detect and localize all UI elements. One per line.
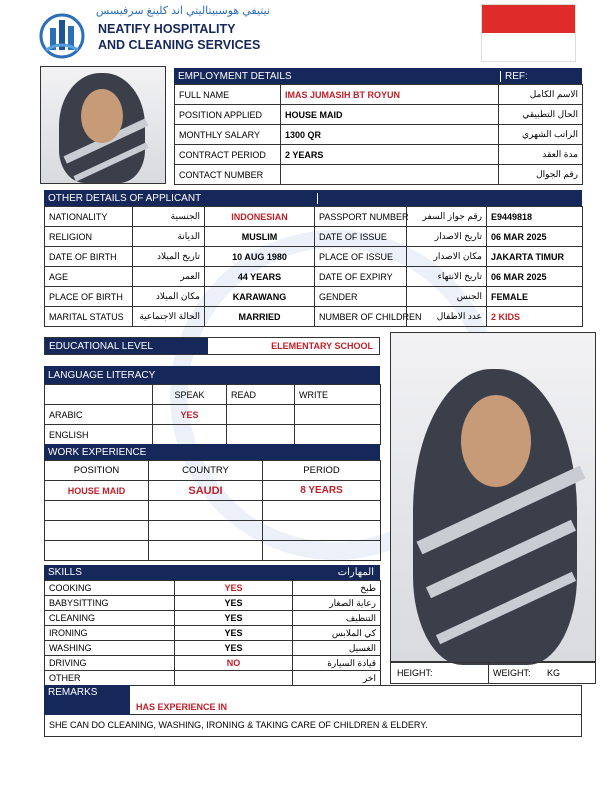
other-details-table: [44, 206, 583, 327]
language-blank-header: [45, 385, 153, 405]
employment-label-arabic: مدة العقد: [499, 145, 583, 165]
detail-label-arabic: تاريخ الانتهاء: [407, 267, 487, 287]
company-logo: [40, 10, 84, 60]
detail-label-arabic: الحالة الاجتماعية: [133, 307, 205, 327]
detail-label-arabic: مكان الميلاد: [133, 287, 205, 307]
detail-value: MARRIED: [205, 307, 315, 327]
work-table: [44, 460, 381, 561]
work-row-empty: [45, 501, 381, 521]
skill-value: YES: [175, 581, 293, 596]
work-country: SAUDI: [149, 481, 263, 501]
remarks-text-row: [44, 715, 582, 737]
skills-header-arabic: المهارات: [337, 567, 374, 578]
work-row-empty: [45, 521, 381, 541]
language-name: ENGLISH: [45, 425, 153, 445]
detail-label-arabic: مكان الاصدار: [407, 247, 487, 267]
other-details-row: [45, 247, 583, 267]
applicant-photo-large: [390, 332, 596, 662]
employment-value: HOUSE MAID: [281, 105, 499, 125]
other-details-row: [45, 287, 583, 307]
skill-value: YES: [175, 596, 293, 611]
detail-value: 2 KIDS: [487, 307, 583, 327]
work-empty-cell: [149, 521, 263, 541]
education-row: [44, 337, 380, 355]
work-period: 8 YEARS: [263, 481, 381, 501]
language-name: ARABIC: [45, 405, 153, 425]
detail-label: NUMBER OF CHILDREN: [315, 307, 407, 327]
detail-value: E9449818: [487, 207, 583, 227]
indonesia-flag: [481, 4, 576, 62]
skill-row: [45, 656, 381, 671]
skill-name-arabic: قيادة السيارة: [293, 656, 381, 671]
detail-label: PASSPORT NUMBER: [315, 207, 407, 227]
detail-label: RELIGION: [45, 227, 133, 247]
employment-row: [175, 85, 583, 105]
skill-name-arabic: كي الملابس: [293, 626, 381, 641]
language-read: [227, 425, 295, 445]
employment-header-label: EMPLOYMENT DETAILS: [178, 70, 292, 82]
detail-label: NATIONALITY: [45, 207, 133, 227]
detail-label-arabic: الجنسية: [133, 207, 205, 227]
detail-label: PLACE OF ISSUE: [315, 247, 407, 267]
employment-label: POSITION APPLIED: [175, 105, 281, 125]
remarks-highlight: HAS EXPERIENCE IN: [136, 702, 228, 712]
weight-unit: KG: [547, 668, 561, 678]
skills-header-label: SKILLS: [48, 567, 82, 578]
language-column-header: READ: [227, 385, 295, 405]
employment-row: [175, 145, 583, 165]
work-empty-cell: [263, 521, 381, 541]
employment-value: IMAS JUMASIH BT ROYUN: [281, 85, 499, 105]
skill-name-arabic: التنظيف: [293, 611, 381, 626]
other-details-row: [45, 207, 583, 227]
employment-label: MONTHLY SALARY: [175, 125, 281, 145]
work-empty-cell: [45, 521, 149, 541]
language-write: [295, 405, 381, 425]
detail-label-arabic: رقم جواز السفر: [407, 207, 487, 227]
employment-row: [175, 125, 583, 145]
detail-label: GENDER: [315, 287, 407, 307]
company-name-line2: AND CLEANING SERVICES: [98, 38, 261, 52]
skill-name: COOKING: [45, 581, 175, 596]
skill-name: OTHER: [45, 671, 175, 686]
detail-label: PLACE OF BIRTH: [45, 287, 133, 307]
skill-value: YES: [175, 626, 293, 641]
work-header-label: WORK EXPERIENCE: [48, 446, 147, 458]
skill-row: [45, 626, 381, 641]
education-label: EDUCATIONAL LEVEL: [45, 338, 208, 354]
language-row: [45, 425, 381, 445]
skill-row: [45, 641, 381, 656]
employment-value: [281, 165, 499, 185]
other-details-row: [45, 227, 583, 247]
skill-name-arabic: اخر: [293, 671, 381, 686]
skill-value: YES: [175, 611, 293, 626]
employment-value: 2 YEARS: [281, 145, 499, 165]
other-details-header-label: OTHER DETAILS OF APPLICANT: [48, 193, 318, 204]
language-row: [45, 405, 381, 425]
skills-header: [44, 565, 380, 580]
detail-label-arabic: الجنس: [407, 287, 487, 307]
employment-label-arabic: الراتب الشهري: [499, 125, 583, 145]
work-empty-cell: [263, 541, 381, 561]
employment-label-arabic: رقم الجوال: [499, 165, 583, 185]
employment-label-arabic: الاسم الكامل: [499, 85, 583, 105]
skill-name-arabic: رعاية الصغار: [293, 596, 381, 611]
work-column-header: POSITION: [45, 461, 149, 481]
skill-name-arabic: الغسيل: [293, 641, 381, 656]
employment-row: [175, 165, 583, 185]
detail-label: DATE OF ISSUE: [315, 227, 407, 247]
language-header: [44, 366, 380, 384]
detail-label-arabic: الديانة: [133, 227, 205, 247]
language-speak: YES: [153, 405, 227, 425]
language-column-header: SPEAK: [153, 385, 227, 405]
employment-label: FULL NAME: [175, 85, 281, 105]
skills-table: [44, 580, 381, 686]
skill-row: [45, 611, 381, 626]
language-speak: [153, 425, 227, 445]
detail-value: JAKARTA TIMUR: [487, 247, 583, 267]
other-details-row: [45, 267, 583, 287]
ref-label: REF:: [500, 71, 582, 82]
work-row: [45, 481, 381, 501]
height-label: HEIGHT:: [391, 663, 489, 683]
measures-row: [390, 662, 596, 684]
work-column-header: COUNTRY: [149, 461, 263, 481]
company-name-line1: NEATIFY HOSPITALITY: [98, 22, 236, 36]
detail-value: MUSLIM: [205, 227, 315, 247]
language-read: [227, 405, 295, 425]
remarks-header-label: REMARKS: [48, 687, 98, 698]
detail-value: 44 YEARS: [205, 267, 315, 287]
work-header: [44, 444, 380, 460]
skill-name: DRIVING: [45, 656, 175, 671]
skill-row: [45, 581, 381, 596]
detail-label: MARITAL STATUS: [45, 307, 133, 327]
employment-value: 1300 QR: [281, 125, 499, 145]
work-row-empty: [45, 541, 381, 561]
detail-value: INDONESIAN: [205, 207, 315, 227]
language-column-header: WRITE: [295, 385, 381, 405]
employment-table: [174, 84, 583, 185]
skill-value: [175, 671, 293, 686]
work-column-header: PERIOD: [263, 461, 381, 481]
weight-label: WEIGHT:: [493, 668, 531, 678]
applicant-photo-small: [40, 66, 166, 184]
other-details-row: [45, 307, 583, 327]
detail-label-arabic: تاريخ الاصدار: [407, 227, 487, 247]
skill-name-arabic: طبخ: [293, 581, 381, 596]
work-empty-cell: [45, 501, 149, 521]
skill-name: CLEANING: [45, 611, 175, 626]
detail-label-arabic: تاريخ الميلاد: [133, 247, 205, 267]
detail-value: KARAWANG: [205, 287, 315, 307]
employment-label: CONTRACT PERIOD: [175, 145, 281, 165]
detail-value: 06 MAR 2025: [487, 267, 583, 287]
work-empty-cell: [263, 501, 381, 521]
detail-value: 06 MAR 2025: [487, 227, 583, 247]
skill-name: WASHING: [45, 641, 175, 656]
skill-row: [45, 596, 381, 611]
employment-label: CONTACT NUMBER: [175, 165, 281, 185]
language-write: [295, 425, 381, 445]
language-header-row: [45, 385, 381, 405]
company-name-arabic: نيتيفي هوسبيتاليتي اند كلينغ سرفيسس: [95, 5, 270, 17]
employment-label-arabic: الحال التطبيقي: [499, 105, 583, 125]
skill-value: NO: [175, 656, 293, 671]
skill-name: BABYSITTING: [45, 596, 175, 611]
employment-row: [175, 105, 583, 125]
work-empty-cell: [45, 541, 149, 561]
detail-value: FEMALE: [487, 287, 583, 307]
other-details-header: [44, 190, 582, 206]
detail-label: AGE: [45, 267, 133, 287]
remarks-header: [44, 685, 130, 715]
remarks-text: SHE CAN DO CLEANING, WASHING, IRONING & TAKING CARE OF CHILDREN & ELDERY.: [49, 720, 428, 730]
detail-label: DATE OF BIRTH: [45, 247, 133, 267]
education-value: ELEMENTARY SCHOOL: [271, 341, 373, 351]
skill-row: [45, 671, 381, 686]
detail-value: 10 AUG 1980: [205, 247, 315, 267]
remarks-highlight-row: [130, 685, 582, 715]
detail-label-arabic: عدد الاطفال: [407, 307, 487, 327]
language-table: [44, 384, 381, 445]
detail-label-arabic: العمر: [133, 267, 205, 287]
language-header-label: LANGUAGE LITERACY: [48, 369, 156, 381]
employment-header: [174, 68, 582, 84]
skill-name: IRONING: [45, 626, 175, 641]
work-empty-cell: [149, 541, 263, 561]
skill-value: YES: [175, 641, 293, 656]
work-header-row: [45, 461, 381, 481]
detail-label: DATE OF EXPIRY: [315, 267, 407, 287]
work-position: HOUSE MAID: [45, 481, 149, 501]
work-empty-cell: [149, 501, 263, 521]
